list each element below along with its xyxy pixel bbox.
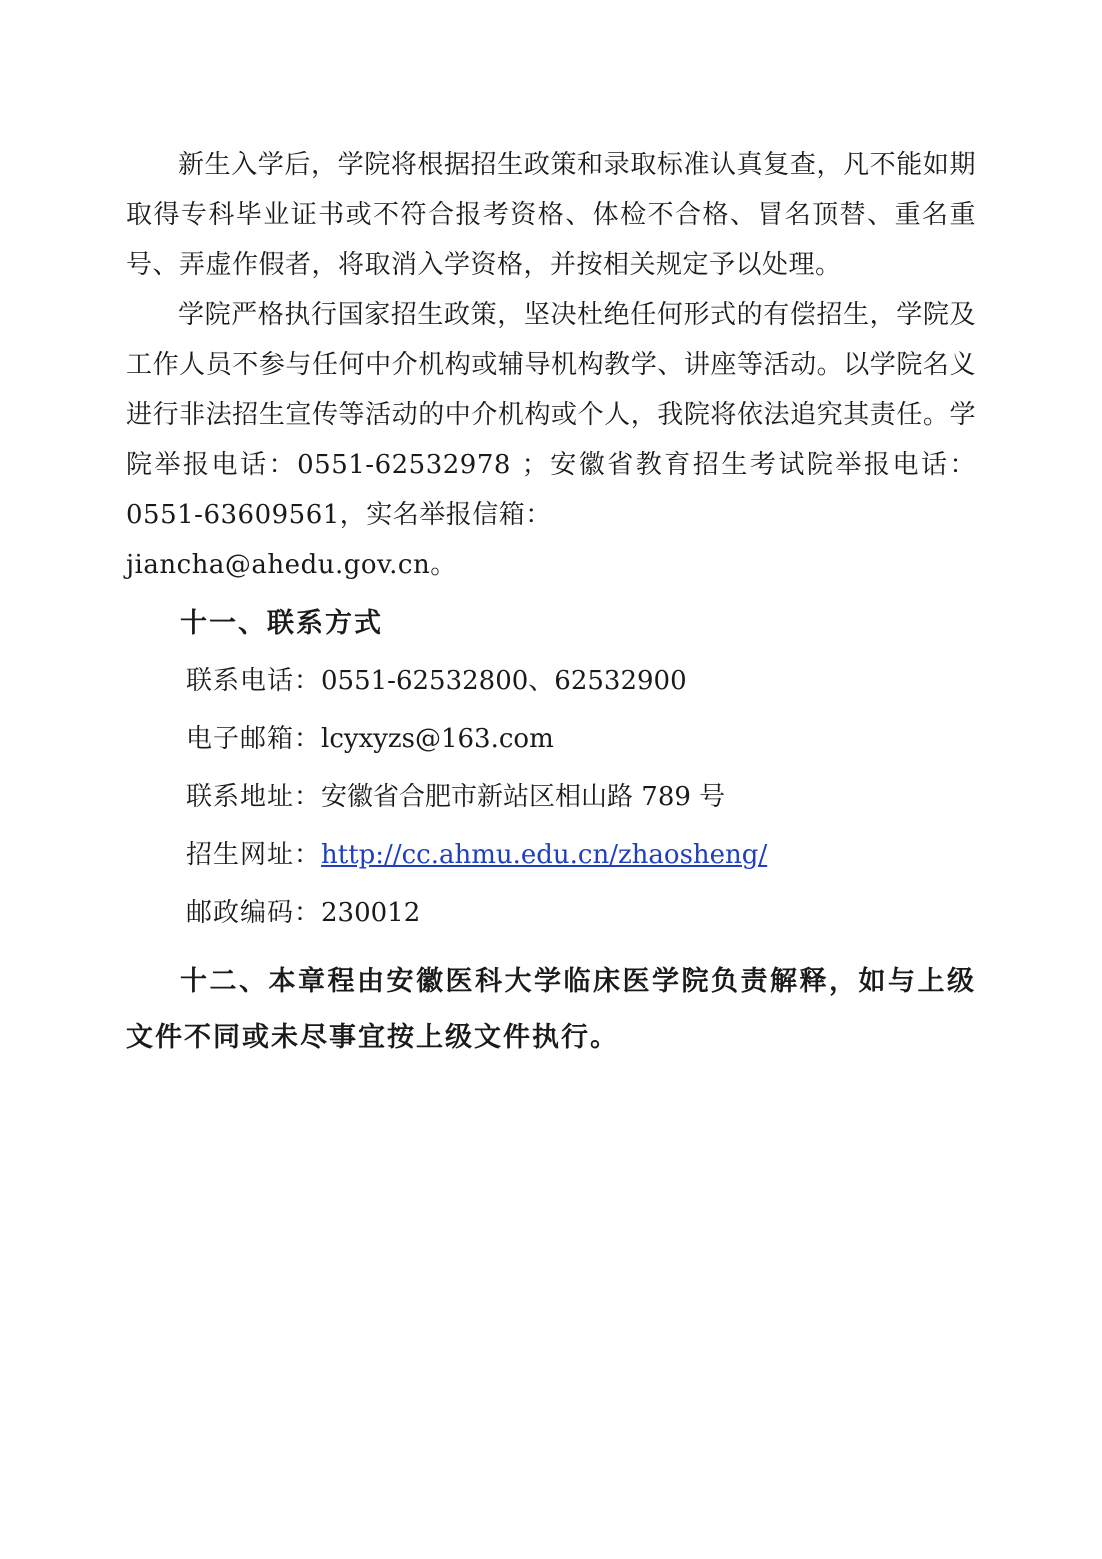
contact-website-label: 招生网址： bbox=[186, 840, 322, 870]
contact-phone bbox=[126, 652, 976, 710]
contact-postcode-label: 邮政编码： bbox=[186, 898, 322, 928]
contact-address bbox=[126, 768, 976, 826]
paragraph-report-email: jiancha@ahedu.gov.cn。 bbox=[126, 550, 457, 580]
contact-phone-value: 0551-62532800、62532900 bbox=[321, 666, 687, 696]
contact-email-label: 电子邮箱： bbox=[186, 724, 322, 754]
contact-website bbox=[126, 826, 976, 884]
paragraph-enrollment-policy: 学院严格执行国家招生政策，坚决杜绝任何形式的有偿招生，学院及工作人员不参与任何中介机构或辅导机构教学、讲座等活动。以学院名义进行非法招生宣传等活动的中介机构或个人，我院将依法追究其责任。学院举报电话：0551-62532978 ；安徽省教育招生考试院举报电话：0551-63609561，实名举报信箱： bbox=[126, 300, 976, 530]
section-heading-contact: 十一、联系方式 bbox=[180, 608, 383, 639]
contact-address-label: 联系地址： bbox=[186, 782, 322, 812]
contact-address-value: 安徽省合肥市新站区相山路 789 号 bbox=[321, 782, 726, 812]
contact-phone-label: 联系电话： bbox=[186, 666, 322, 696]
contact-email-value: lcyxyzs@163.com bbox=[321, 724, 554, 754]
paragraph-enrollment-review: 新生入学后，学院将根据招生政策和录取标准认真复查，凡不能如期取得专科毕业证书或不符合报考资格、体检不合格、冒名顶替、重名重号、弄虚作假者，将取消入学资格，并按相关规定予以处理。 bbox=[126, 150, 976, 280]
contact-postcode-value: 230012 bbox=[321, 898, 421, 928]
section-closing-statement: 十二、本章程由安徽医科大学临床医学院负责解释，如与上级文件不同或未尽事宜按上级文件执行。 bbox=[126, 966, 976, 1053]
contact-postcode bbox=[126, 884, 976, 942]
website-link[interactable]: http://cc.ahmu.edu.cn/zhaosheng/ bbox=[321, 840, 768, 870]
contact-email bbox=[126, 710, 976, 768]
document-page bbox=[126, 140, 976, 1066]
